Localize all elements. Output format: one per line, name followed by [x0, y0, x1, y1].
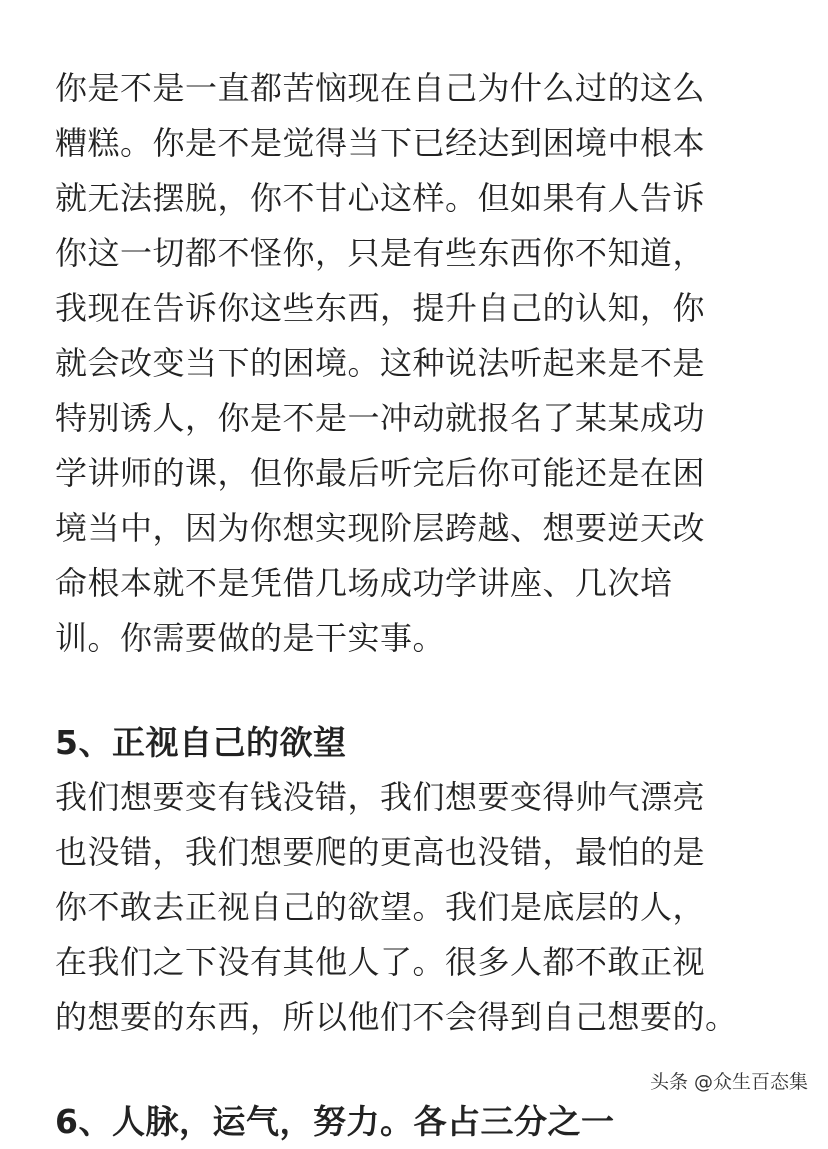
watermark-label: 头条 @众生百态集	[649, 1071, 808, 1093]
text-line: 境当中，因为你想实现阶层跨越、想要逆天改	[55, 509, 706, 547]
paragraph-spacer	[55, 666, 795, 715]
text-line: 在我们之下没有其他人了。很多人都不敢正视	[55, 943, 706, 981]
text-line: 学讲师的课，但你最后听完后你可能还是在困	[55, 454, 706, 492]
text-line: 你不敢去正视自己的欲望。我们是底层的人，	[55, 888, 706, 926]
text-line: 你这一切都不怪你，只是有些东西你不知道，	[55, 234, 706, 272]
section-heading: 6、人脉，运气，努力。各占三分之一	[55, 1102, 615, 1141]
text-line: 训。你需要做的是干实事。	[55, 619, 446, 657]
text-line: 我们想要变有钱没错，我们想要变得帅气漂亮	[55, 778, 706, 816]
text-line: 特别诱人，你是不是一冲动就报名了某某成功	[55, 399, 706, 437]
text-line: 糟糕。你是不是觉得当下已经达到困境中根本	[55, 124, 706, 162]
paragraph-intro	[55, 61, 795, 666]
text-line: 你是不是一直都苦恼现在自己为什么过的这么	[55, 69, 706, 107]
text-line: 也没错，我们想要爬的更高也没错，最怕的是	[55, 833, 706, 871]
section-6	[55, 1094, 795, 1149]
text-line: 就无法摆脱，你不甘心这样。但如果有人告诉	[55, 179, 706, 217]
section-5	[55, 715, 795, 1045]
text-line: 我现在告诉你这些东西，提升自己的认知，你	[55, 289, 706, 327]
text-line: 的想要的东西，所以他们不会得到自己想要的。	[55, 998, 738, 1036]
section-heading: 5、正视自己的欲望	[55, 723, 347, 762]
text-line: 就会改变当下的困境。这种说法听起来是不是	[55, 344, 706, 382]
text-line: 命根本就不是凭借几场成功学讲座、几次培	[55, 564, 673, 602]
article-body	[55, 61, 795, 1149]
